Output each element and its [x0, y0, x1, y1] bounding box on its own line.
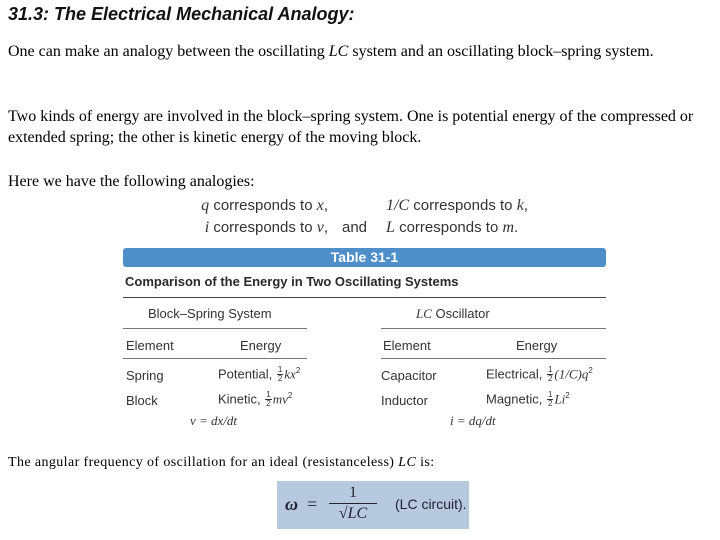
- table-row-capacitor: Capacitor: [381, 368, 437, 383]
- intro-paragraph: [8, 41, 708, 62]
- omega-fraction: [329, 484, 377, 523]
- analogy-and: and: [342, 219, 368, 236]
- analogy-1c-k: 1/C corresponds to k,: [386, 197, 528, 214]
- foot-current: i = dq/dt: [450, 413, 496, 428]
- table-row-block: Block: [126, 393, 158, 408]
- table-header-bar: Table 31-1: [123, 248, 606, 267]
- col-element-right: Element: [383, 338, 431, 353]
- col-rule-right: [381, 358, 606, 359]
- energy-paragraph: Two kinds of energy are involved in the block–spring system. One is potential energy of the compressed or extended spring; the other is kinetic energy of the moving block.: [8, 108, 694, 146]
- omega-symbol: ω: [285, 494, 299, 514]
- fraction-denominator: √LC: [338, 505, 368, 522]
- intro-lc: LC: [328, 43, 349, 60]
- intro-text-a: One can make an analogy between the oscillating: [8, 43, 329, 60]
- half-fraction: $\frac{1}{2}$: [277, 365, 283, 384]
- analogy-right-column: [386, 195, 528, 239]
- foot-velocity: v = dx/dt: [190, 413, 238, 428]
- analogy-q-x: q corresponds to x,: [201, 197, 328, 214]
- angular-frequency-paragraph: The angular frequency of oscillation for an ideal (resistanceless) LC is:: [8, 455, 435, 470]
- omega-formula: [277, 481, 469, 529]
- col-energy-right: Energy: [516, 338, 558, 353]
- analogy-left-column: [198, 195, 328, 239]
- lc-circuit-note: (LC circuit).: [395, 496, 467, 512]
- table-row-inductor: Inductor: [381, 393, 428, 408]
- analogy-l-m: L corresponds to m.: [386, 219, 519, 236]
- energy-kinetic: Kinetic, $\frac{1}{2}$ $mv^2$: [218, 390, 293, 409]
- intro-text-b: system and an oscillating block–spring system.: [348, 43, 654, 60]
- group-lc-oscillator: LC Oscillator: [416, 306, 490, 321]
- table-top-rule: [123, 297, 606, 298]
- fraction-numerator: 1: [329, 484, 377, 504]
- energy-potential: Potential, $\frac{1}{2}$ $kx^2$: [218, 365, 301, 384]
- energy-magnetic: Magnetic, $\frac{1}{2}$ Li$^2$: [486, 390, 570, 409]
- table-caption: Comparison of the Energy in Two Oscillating Systems: [125, 274, 459, 289]
- group-rule-right: [381, 328, 606, 329]
- col-rule-left: [123, 358, 307, 359]
- analogies-heading: Here we have the following analogies:: [8, 173, 255, 190]
- analogy-i-v: i corresponds to v,: [204, 219, 328, 236]
- equals-sign: =: [307, 494, 318, 514]
- page-title: 31.3: The Electrical Mechanical Analogy:: [8, 4, 355, 24]
- energy-electrical: Electrical, $\frac{1}{2}$ $(1/C)q^2$: [486, 365, 593, 384]
- col-energy-left: Energy: [240, 338, 282, 353]
- group-block-spring: Block–Spring System: [148, 306, 272, 321]
- table-row-spring: Spring: [126, 368, 164, 383]
- col-element-left: Element: [126, 338, 174, 353]
- group-rule-left: [123, 328, 307, 329]
